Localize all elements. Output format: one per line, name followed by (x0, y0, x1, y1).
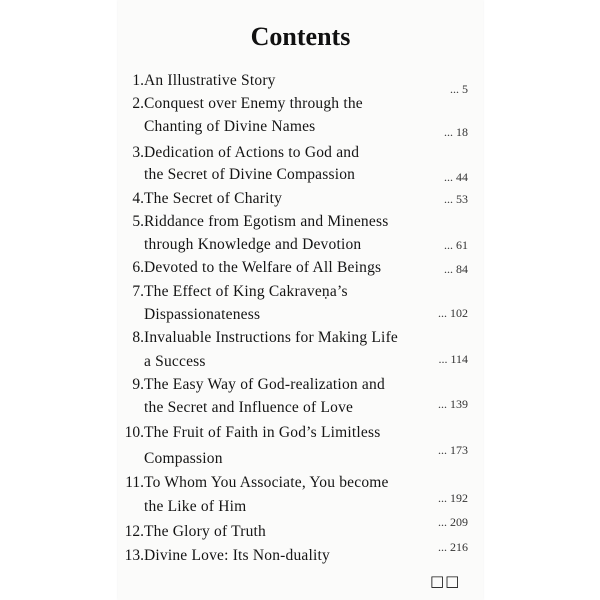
toc-page-number: ... 114 (438, 352, 468, 366)
page-title: Contents (250, 22, 351, 51)
toc-page-number: ... 44 (444, 170, 468, 184)
toc-page-number: ... 18 (444, 125, 468, 139)
toc-number: 7. (132, 283, 144, 300)
toc-page-number: ... 139 (438, 397, 468, 411)
toc-title-line: Riddance from Egotism and Mineness (144, 213, 389, 230)
toc-number: 13. (124, 547, 144, 564)
end-of-section-mark: □□ (430, 572, 461, 590)
toc-page-number: ... 209 (438, 515, 468, 529)
toc-page-number: ... 61 (444, 238, 468, 252)
toc-page-number: ... 216 (438, 540, 468, 554)
toc-number: 6. (132, 259, 144, 276)
toc-number: 10. (124, 424, 144, 441)
toc-title-line: An Illustrative Story (144, 72, 276, 89)
toc-number: 9. (132, 376, 144, 393)
toc-page-number: ... 5 (450, 82, 468, 96)
toc-title-line: The Easy Way of God-realization and (144, 376, 385, 393)
toc-title-line: Chanting of Divine Names (144, 118, 316, 135)
toc-title-line: The Effect of King Cakraveṇa’s (144, 283, 348, 300)
toc-title-line: the Secret and Influence of Love (144, 399, 354, 416)
toc-page-number: ... 192 (438, 491, 468, 505)
table-of-contents (118, 0, 483, 600)
toc-title-line: Devoted to the Welfare of All Beings (144, 259, 382, 276)
toc-number: 2. (132, 95, 144, 112)
toc-title-line: the Secret of Divine Compassion (144, 166, 356, 183)
toc-number: 12. (124, 523, 144, 540)
toc-number: 5. (132, 213, 144, 230)
toc-page-number: ... 102 (438, 306, 468, 320)
toc-number: 4. (132, 190, 144, 207)
toc-title-line: Dedication of Actions to God and (144, 144, 360, 161)
toc-page-number: ... 84 (444, 262, 468, 276)
toc-number: 8. (132, 329, 144, 346)
toc-title-line: through Knowledge and Devotion (144, 236, 362, 253)
toc-number: 11. (125, 474, 144, 491)
toc-title-line: a Success (144, 353, 206, 370)
toc-title-line: Compassion (144, 450, 223, 467)
toc-title-line: the Like of Him (144, 498, 247, 515)
toc-page-number: ... 53 (444, 192, 468, 206)
toc-number: 1. (132, 72, 144, 89)
toc-page-number: ... 173 (438, 443, 468, 457)
toc-title-line: Dispassionateness (144, 306, 261, 323)
toc-title-line: To Whom You Associate, You become (144, 474, 389, 491)
toc-title-line: Invaluable Instructions for Making Life (144, 329, 399, 346)
toc-title-line: The Secret of Charity (144, 190, 283, 207)
toc-title-line: The Fruit of Faith in God’s Limitless (144, 424, 381, 441)
toc-title-line: The Glory of Truth (144, 523, 267, 540)
toc-title-line: Divine Love: Its Non-duality (144, 547, 330, 564)
book-page (118, 0, 483, 600)
toc-title-line: Conquest over Enemy through the (144, 95, 363, 112)
toc-number: 3. (132, 144, 144, 161)
